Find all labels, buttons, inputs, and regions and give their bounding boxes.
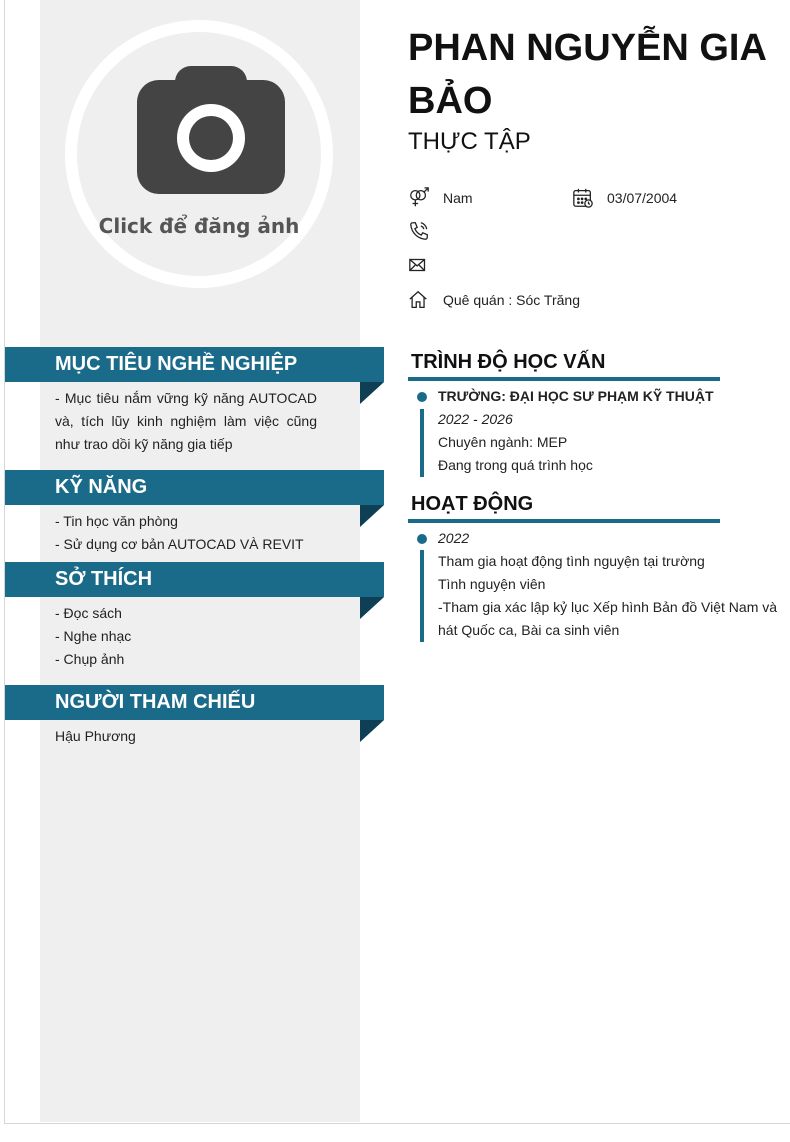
list-item: - Đọc sách <box>55 605 122 621</box>
hobbies-heading: SỞ THÍCH <box>5 562 384 597</box>
education-school: TRƯỜNG: ĐẠI HỌC SƯ PHẠM KỸ THUẬT <box>438 388 714 404</box>
objective-text: - Mục tiêu nắm vững kỹ năng AUTOCAD và, tích lũy kinh nghiệm làm việc cũng như trao dồi kỹ năng gia tiếp <box>55 390 317 452</box>
objective-fold <box>360 382 384 404</box>
camera-icon <box>137 66 285 194</box>
calendar-icon <box>572 187 594 209</box>
list-item: - Nghe nhạc <box>55 628 132 644</box>
avatar-placeholder[interactable] <box>77 32 321 276</box>
activity-line-3: -Tham gia xác lập kỷ lục Xếp hình Bản đồ Việt Nam và hát Quốc ca, Bài ca sinh viên <box>438 599 778 638</box>
hometown-row <box>408 288 580 312</box>
phone-row <box>408 219 443 243</box>
references-text: Hậu Phương <box>55 728 136 744</box>
hobbies-fold <box>360 597 384 619</box>
birthday-row <box>572 186 677 210</box>
upload-photo-label[interactable]: Click để đăng ảnh <box>98 214 300 238</box>
gender-row <box>408 186 473 210</box>
list-item: - Sử dụng cơ bản AUTOCAD VÀ REVIT <box>55 536 304 552</box>
activities-heading: HOẠT ĐỘNG <box>408 489 720 523</box>
references-fold <box>360 720 384 742</box>
activity-line-1: Tham gia hoạt động tình nguyện tại trường <box>438 553 705 569</box>
timeline-dot <box>417 392 427 402</box>
timeline-line <box>420 550 424 642</box>
education-major: Chuyên ngành: MEP <box>438 434 568 450</box>
candidate-name: PHAN NGUYỄN GIA BẢO <box>408 27 766 122</box>
education-period: 2022 - 2026 <box>438 411 513 427</box>
activity-year: 2022 <box>438 530 470 546</box>
gender-icon <box>408 187 430 209</box>
hometown-value: Quê quán : Sóc Trăng <box>443 292 580 308</box>
home-icon <box>408 289 430 311</box>
references-heading: NGƯỜI THAM CHIẾU <box>5 685 384 720</box>
gender-value: Nam <box>443 190 473 206</box>
objective-heading: MỤC TIÊU NGHỀ NGHIỆP <box>5 347 384 382</box>
list-item: - Chụp ảnh <box>55 651 125 667</box>
job-title: THỰC TẬP <box>408 128 531 155</box>
list-item: - Tin học văn phòng <box>55 513 178 529</box>
education-status: Đang trong quá trình học <box>438 457 593 473</box>
timeline-line <box>420 409 424 477</box>
hobbies-list <box>55 602 317 671</box>
timeline-dot <box>417 534 427 544</box>
skills-heading: KỸ NĂNG <box>5 470 384 505</box>
avatar[interactable] <box>65 20 333 288</box>
skills-list <box>55 510 317 556</box>
birthday-value: 03/07/2004 <box>607 190 678 206</box>
activity-line-2: Tình nguyện viên <box>438 576 546 592</box>
email-row <box>408 253 443 277</box>
phone-icon <box>408 220 430 242</box>
education-heading: TRÌNH ĐỘ HỌC VẤN <box>408 347 720 381</box>
email-icon <box>408 254 430 276</box>
skills-fold <box>360 505 384 527</box>
